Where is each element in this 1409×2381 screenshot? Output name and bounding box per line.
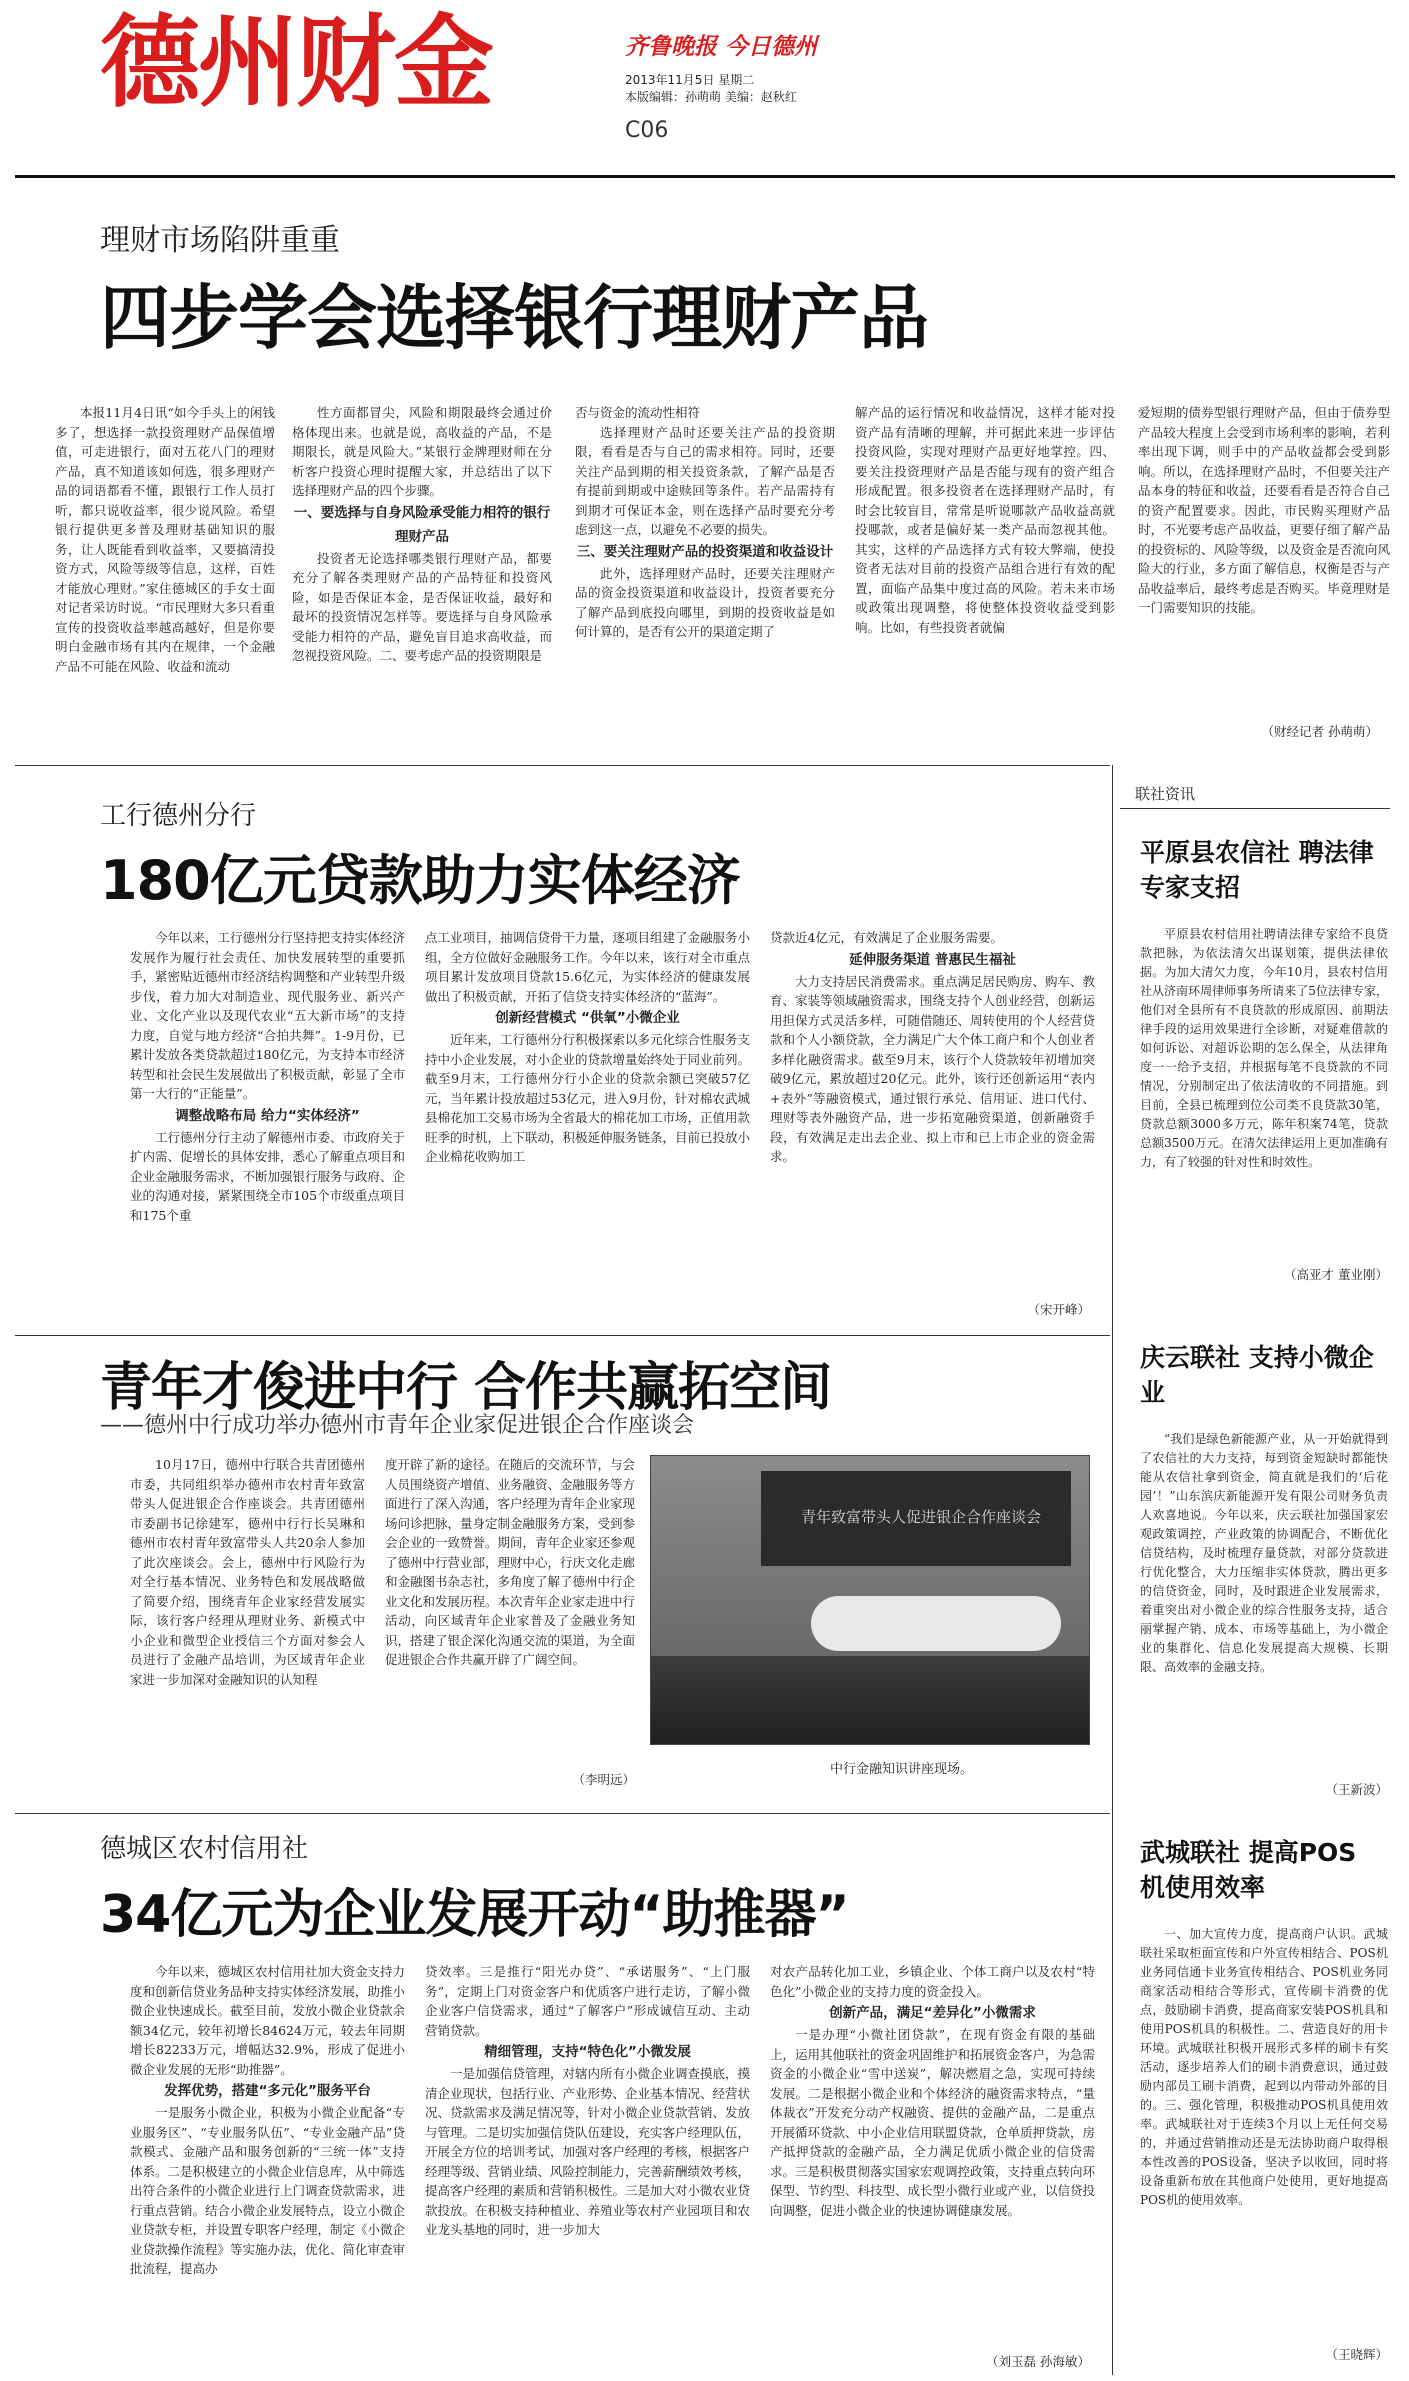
article2-headline: 180亿元贷款助力实体经济	[100, 849, 740, 912]
side3-byline: （王晓辉）	[1325, 2347, 1388, 2362]
sidebar-rule	[1120, 808, 1390, 809]
article1-col1: 本报11月4日讯“如今手头上的闲钱多了，想选择一款投资理财产品保值增值，可走进银行，面对五花八门的理财产品，真不知道该如何选，很多理财产品的词语都看不懂，跟银行工作人员打听，都只说收益率，很少说风险。希望银行提供更多普及理财基础知识的服务，让人既能看到收益率，又要搞清投资方式，风险等级等信息，这样，百姓才能放心理财。”家住德城区的手女士面对记者采访时说。“市民理财大多只看重宣传的投资收益率越高越好，但是你要明白金融市场有其内在规律，一个金融产品不可能在风险、收益和流动	[55, 405, 275, 674]
article2-col2: 点工业项目，抽调信贷骨干力量，逐项目组建了金融服务小组，全方位做好金融服务工作。今年以来，该行对全市重点项目累计发放项目贷款15.6亿元，为实体经济的健康发展做出了积极贡献，开拓了信贷支持实体经济的“蓝海”。 创新经营模式 “供氧”小微企业 近年来，工行德州分行积极探索以多元化综合性服务支持中小企业发展，对小企业的贷款增量始终处于同业前列。截至9月末，工行德州分行小企业的贷款余额已突破57亿元，当年累计投放超过53亿元，进入9月份，针对棉农武城县棉花加工交易市场为全省最大的棉花加工市场，正值用款旺季的时机，上下联动，积极延伸服务链条，目前已投放小企业棉花收购加工	[425, 930, 750, 1164]
side1-headline: 平原县农信社 聘法律专家支招	[1140, 838, 1374, 902]
divider	[15, 765, 1110, 766]
article1-kicker: 理财市场陷阱重重	[100, 223, 340, 258]
article3-byline: （李明远）	[572, 1772, 635, 1787]
article2-subhead-1: 调整战略布局 给力“实体经济”	[175, 1107, 360, 1124]
side2-byline: （王新波）	[1325, 1782, 1388, 1797]
meeting-photo	[650, 1455, 1090, 1745]
side3-headline: 武城联社 提高POS机使用效率	[1140, 1838, 1357, 1902]
editor-line: 本版编辑：孙萌萌 美编：赵秋红	[625, 90, 797, 104]
article1-col3: 否与资金的流动性相符 选择理财产品时还要关注产品的投资期限，看看是否与自己的需求相符。同时，还要关注产品到期的相关投资条款，了解产品是否有提前到期或中途赎回等条件。若产品需持有到期才可保证本金，则在选择产品时要充分考虑到这一点，以避免不必要的损失。 三、要关注理财产品的投资渠道和收益设计 此外，选择理财产品时，还要关注理财产品的资金投资渠道和收益设计，投资者要充分了解产品到底投向哪里，到期的投资收益是如何计算的，是否有公开的渠道定期了	[575, 405, 835, 639]
side1-byline: （高亚才 董业刚）	[1284, 1267, 1388, 1282]
article1-subhead-1: 一、要选择与自身风险承受能力相符的银行理财产品	[293, 504, 551, 545]
attendees	[651, 1656, 1090, 1745]
side3-body: 一、加大宣传力度，提高商户认识。武城联社采取柜面宣传和户外宣传相结合、POS机业务同信通卡业务宣传相结合、POS机业务同商家活动相结合等形式，宣传刷卡消费的优点，鼓励刷卡消费，提高商家安装POS机具和使用POS机具的积极性。二、营造良好的用卡环境。武城联社积极开展形式多样的刷卡有奖活动，逐步培养人们的刷卡消费意识，通过鼓励内部员工刷卡消费，起到以内带动外部的目的。三、强化管理，积极推动POS机具使用效率。武城联社对于连续3个月以上无任何交易的，并通过营销推动还是无法协助商户取得根本性改善的POS设备，坚决予以收回，同时将设备重新布放在其他商户处使用，更好地提高POS机的使用效率。	[1140, 1927, 1388, 2207]
page-number: C06	[625, 118, 669, 143]
sidebar-label: 联社资讯	[1135, 785, 1196, 803]
sidebar-divider	[1112, 765, 1113, 2375]
photo-caption: 中行金融知识讲座现场。	[830, 1762, 974, 1777]
date-line: 2013年11月5日 星期二	[625, 73, 755, 87]
article1-col4: 解产品的运行情况和收益情况，这样才能对投资产品有清晰的理解，并可据此来进一步评估投资风险，实现对理财产品更好地掌控。四、要关注投资理财产品是否能与现有的资产组合形成配置。很多投资者在选择理财产品时，有时会比较盲目，常常是听说哪款产品收益高就投哪款，或者是偏好某一类产品而忽视其他。其实，这样的产品选择方式有较大弊端，使投资者无法对目前的投资产品组合进行有效的配置，面临产品集中度过高的风险。若未来市场或政策出现调整，将使整体投资收益受到影响。比如，有些投资者就偏	[855, 405, 1115, 635]
banner-text: 青年致富带头人促进银企合作座谈会	[800, 1508, 1041, 1526]
article1-col2: 性方面都冒尖，风险和期限最终会通过价格体现出来。也就是说，高收益的产品，不是期限长，就是风险大。”某银行金牌理财师在分析客户投资心理时提醒大家，并总结出了以下选择理财产品的四个步骤。 一、要选择与自身风险承受能力相符的银行理财产品 投资者无论选择哪类银行理财产品，都要充分了解各类理财产品的产品特征和投资风险，如是否保证本金，是否保证收益，最好和最坏的投资情况怎样等。要选择与自身风险承受能力相符的产品，避免盲目追求高收益，而忽视投资风险。二、要考虑产品的投资期限是	[292, 405, 552, 663]
article2-kicker: 工行德州分行	[100, 801, 257, 831]
article3-col1: 10月17日，德州中行联合共青团德州市委，共同组织举办德州市农村青年致富带头人促进银企合作座谈会。共青团德州市委副书记徐建军，德州中行行长吴琳和德州市农村青年致富带头人共20余人参加了此次座谈会。会上，德州中行风险行为对全行基本情况、业务特色和发展战略做了简要介绍，围绕青年企业家经营发展实际，该行客户经理从理财业务、新模式中小企业和微型企业授信三个方面对参会人员进行了金融产品培训，为区域青年企业家进一步加深对金融知识的认知程	[130, 1457, 365, 1687]
side2-body: “我们是绿色新能源产业，从一开始就得到了农信社的大力支持，每到资金短缺时都能快能从农信社拿到资金，简直就是我们的‘后花园’！”山东滨庆新能源开发有限公司财务负责人欢喜地说。今年以来，庆云联社加强国家宏观政策调控，产业政策的协调配合，不断优化信贷结构，及时梳理存量贷款，对部分贷款进行优化整合，大力压缩非实体贷款，腾出更多的信贷资金，同时，及时跟进企业发展需求，着重突出对小微企业的综合性服务支持，适合丽掌握产销、成本、市场等基础上，为小微企业的集群化、信息化发展提高大规模、长期限、高效率的金融支持。	[1140, 1432, 1388, 1674]
article3-headline: 青年才俊进中行 合作共赢拓空间	[100, 1358, 832, 1418]
divider	[15, 1813, 1110, 1814]
side2-headline: 庆云联社 支持小微企业	[1140, 1343, 1374, 1407]
article4-col1: 今年以来，德城区农村信用社加大资金支持力度和创新信贷业务品种支持实体经济发展，助推小微企业快速成长。截至目前，发放小微企业贷款余额34亿元，较年初增长84624万元，较去年同期增长82233万元，增幅达32.9%，形成了促进小微企业发展的无形“助推器”。 发挥优势，搭建“多元化”服务平台 一是服务小微企业，积极为小微企业配备“专业服务区”、“专业服务队伍”、“专业金融产品”贷款模式、金融产品和服务创新的“三统一体”支持体系。二是积极建立的小微企业信息库，从中筛选出符合条件的小微企业进行上门调查贷款需求，进行重点营销。结合小微企业发展特点，设立小微企业贷款专柜，并设置专职客户经理，制定《小微企业贷款操作流程》等实施办法，优化、简化审查审批流程，提高办	[130, 1964, 405, 2276]
masthead-brand: 齐鲁晚报 今日德州	[625, 33, 818, 60]
article4-kicker: 德城区农村信用社	[100, 1834, 309, 1864]
side1-body: 平原县农村信用社聘请法律专家给不良贷款把脉，为依法清欠出谋划策，提供法律依据。为加大清欠力度，今年10月，县农村信用社从济南环周律师事务所请来了5位法律专家，他们对全县所有不良贷款的形成原因、前期法律手段的运用效果进行全诊断，对疑难借款的如何诉讼、对超诉讼期的怎么保全，从法律角度一一给予支招，并根据每笔不良贷款的不同情况，分别制定出了依法清收的不同措施。到目前，全县已梳理到位公司类不良贷款30笔，贷款总额3000多万元，陈年积案74笔，贷款总额3500万元。在清欠法律运用上更加准确有力，有了较强的针对性和时效性。	[1140, 927, 1388, 1169]
article3-col2: 度开辟了新的途径。在随后的交流环节，与会人员围绕资产增值、业务融资、金融服务等方面进行了深入沟通，客户经理为青年企业家现场问诊把脉，量身定制金融服务方案，受到参会企业的一致赞誉。期间，青年企业家还参观了德州中行营业部，理财中心，行庆文化走廊和金融图书杂志社，多角度了解了德州中行企业文化和发展历程。本次青年企业家走进中行活动，向区域青年企业家普及了金融业务知识，搭建了银企深化沟通交流的渠道，为全面促进银企合作共赢开辟了广阔空间。	[385, 1457, 635, 1667]
article2-col1: 今年以来，工行德州分行坚持把支持实体经济发展作为履行社会责任、加快发展转型的重要抓手，紧密贴近德州市经济结构调整和产业转型升级步伐，着力加大对制造业、现代服务业、新兴产业、文化产业以及现代农业“五大新市场”的支持力度，自觉与地方经济“合拍共舞”。1-9月份，已累计发放各类贷款超过180亿元，为支持本市经济转型和社会民生发展做出了积极贡献，彰显了全市第一大行的“正能量”。 调整战略布局 给力“实体经济” 工行德州分行主动了解德州市委、市政府关于扩内需、促增长的具体安排，悉心了解重点项目和企业金融服务需求，不断加强银行服务与政府、企业的沟通对接，紧紧围绕全市105个市级重点项目和175个重	[130, 930, 405, 1223]
article2-col3: 贷款近4亿元，有效满足了企业服务需要。 延伸服务渠道 普惠民生福祉 大力支持居民消费需求。重点满足居民购房、购车、教育、家装等领域融资需求，围绕支持个人创业经营，创新运用担保方式灵活多样，可随借随还、周转使用的个人经营贷款和个人小额贷款，全力满足广大个体工商户和个人创业者多样化融资需求。截至9月末，该行个人贷款较年初增加突破9亿元，累放超过20亿元。此外，该行还创新运用“表内+表外”等融资模式，通过银行承兑、信用证、进口代付、理财等表外融资产品，进一步拓宽融资渠道，创新融资手段，有效满足走出去企业、拟上市和已上市企业的资金需求。	[770, 930, 1095, 1164]
article2-subhead-3: 延伸服务渠道 普惠民生福祉	[849, 951, 1016, 968]
article4-col2: 贷效率。三是推行“阳光办贷”、“承诺服务”、“上门服务”，定期上门对资金客户和优质客户进行走访，了解小微企业客户信贷需求，通过“了解客户”形成诚信互动、主动营销贷款。 精细管理，支持“特色化”小微发展 一是加强信贷管理，对辖内所有小微企业调查摸底，摸清企业现状，包括行业、产业形势、企业基本情况、经营状况、贷款需求及满足情况等，针对小微企业贷款营销、发放与管理。二是切实加强信贷队伍建设，充实客户经理队伍，开展全方位的培训考试，加强对客户经理的考核，根据客户经理等级、营销业绩、风险控制能力，完善薪酬绩效考核，提高客户经理的素质和营销积极性。三是加大对小微农业贷款投放。在积极支持种植业、养殖业等农村产业园项目和农业龙头基地的同时，进一步加大	[425, 1964, 750, 2237]
article4-subhead-1: 发挥优势，搭建“多元化”服务平台	[164, 2083, 371, 2099]
article4-subhead-2: 精细管理，支持“特色化”小微发展	[484, 2044, 691, 2060]
divider	[15, 1335, 1110, 1336]
masthead-title: 德州财金	[100, 3, 492, 121]
article2-subhead-2: 创新经营模式 “供氧”小微企业	[495, 1010, 680, 1026]
article1-subhead-3: 三、要关注理财产品的投资渠道和收益设计	[576, 543, 834, 560]
article2-byline: （宋开峰）	[1027, 1302, 1090, 1317]
article1-headline: 四步学会选择银行理财产品	[100, 277, 928, 359]
article4-col3: 对农产品转化加工业，乡镇企业、个体工商户以及农村“特色化”小微企业的支持力度的资金投入。 创新产品，满足“差异化”小微需求 一是办理“小微社团贷款”，在现有资金有限的基础上，运用其他联社的资金巩固维护和拓展资金客户，为急需资金的小微企业“雪中送炭”，解决燃眉之急，实现可持续发展。二是根据小微企业和个体经济的融资需求特点，“量体裁衣”开发充分动产权融资、提供的金融产品，二是重点开展循环贷款、中小企业信用联盟贷款，仓单质押贷款，房产抵押贷款的金融产品，全力满足优质小微企业的信贷需求。三是积极贯彻落实国家宏观调控政策，支持重点转向环保型、节约型、科技型、成长型小微行业或产业，以信贷投向调整，促进小微企业的快速协调健康发展。	[770, 1964, 1095, 2218]
masthead-rule	[15, 175, 1395, 178]
article1-byline: （财经记者 孙萌萌）	[1261, 724, 1378, 739]
article4-byline: （刘玉磊 孙海敏）	[986, 2354, 1090, 2369]
article3-subhead: ——德州中行成功举办德州市青年企业家促进银企合作座谈会	[100, 1413, 695, 1438]
masthead-meta	[625, 72, 797, 106]
article1-col5: 爱短期的债券型银行理财产品，但由于债券型产品较大程度上会受到市场利率的影响，若利率出现下调，则手中的产品收益都会受到影响。所以，在选择理财产品时，不但要关注产品本身的特征和收益，还要看看是否符合自己的资产配置要求。因此，市民购买理财产品时，不光要考虑产品收益，更要仔细了解产品的投资标的、风险等级，以及资金是否流向风险大的行业，多方面了解信息，权衡是否与产品收益率后，最终考虑是否购买。毕竟理财是一门需要知识的技能。	[1138, 405, 1390, 615]
meeting-table	[811, 1596, 1061, 1651]
article4-subhead-3: 创新产品，满足“差异化”小微需求	[829, 2005, 1036, 2021]
article4-headline: 34亿元为企业发展开动“助推器”	[100, 1885, 849, 1945]
